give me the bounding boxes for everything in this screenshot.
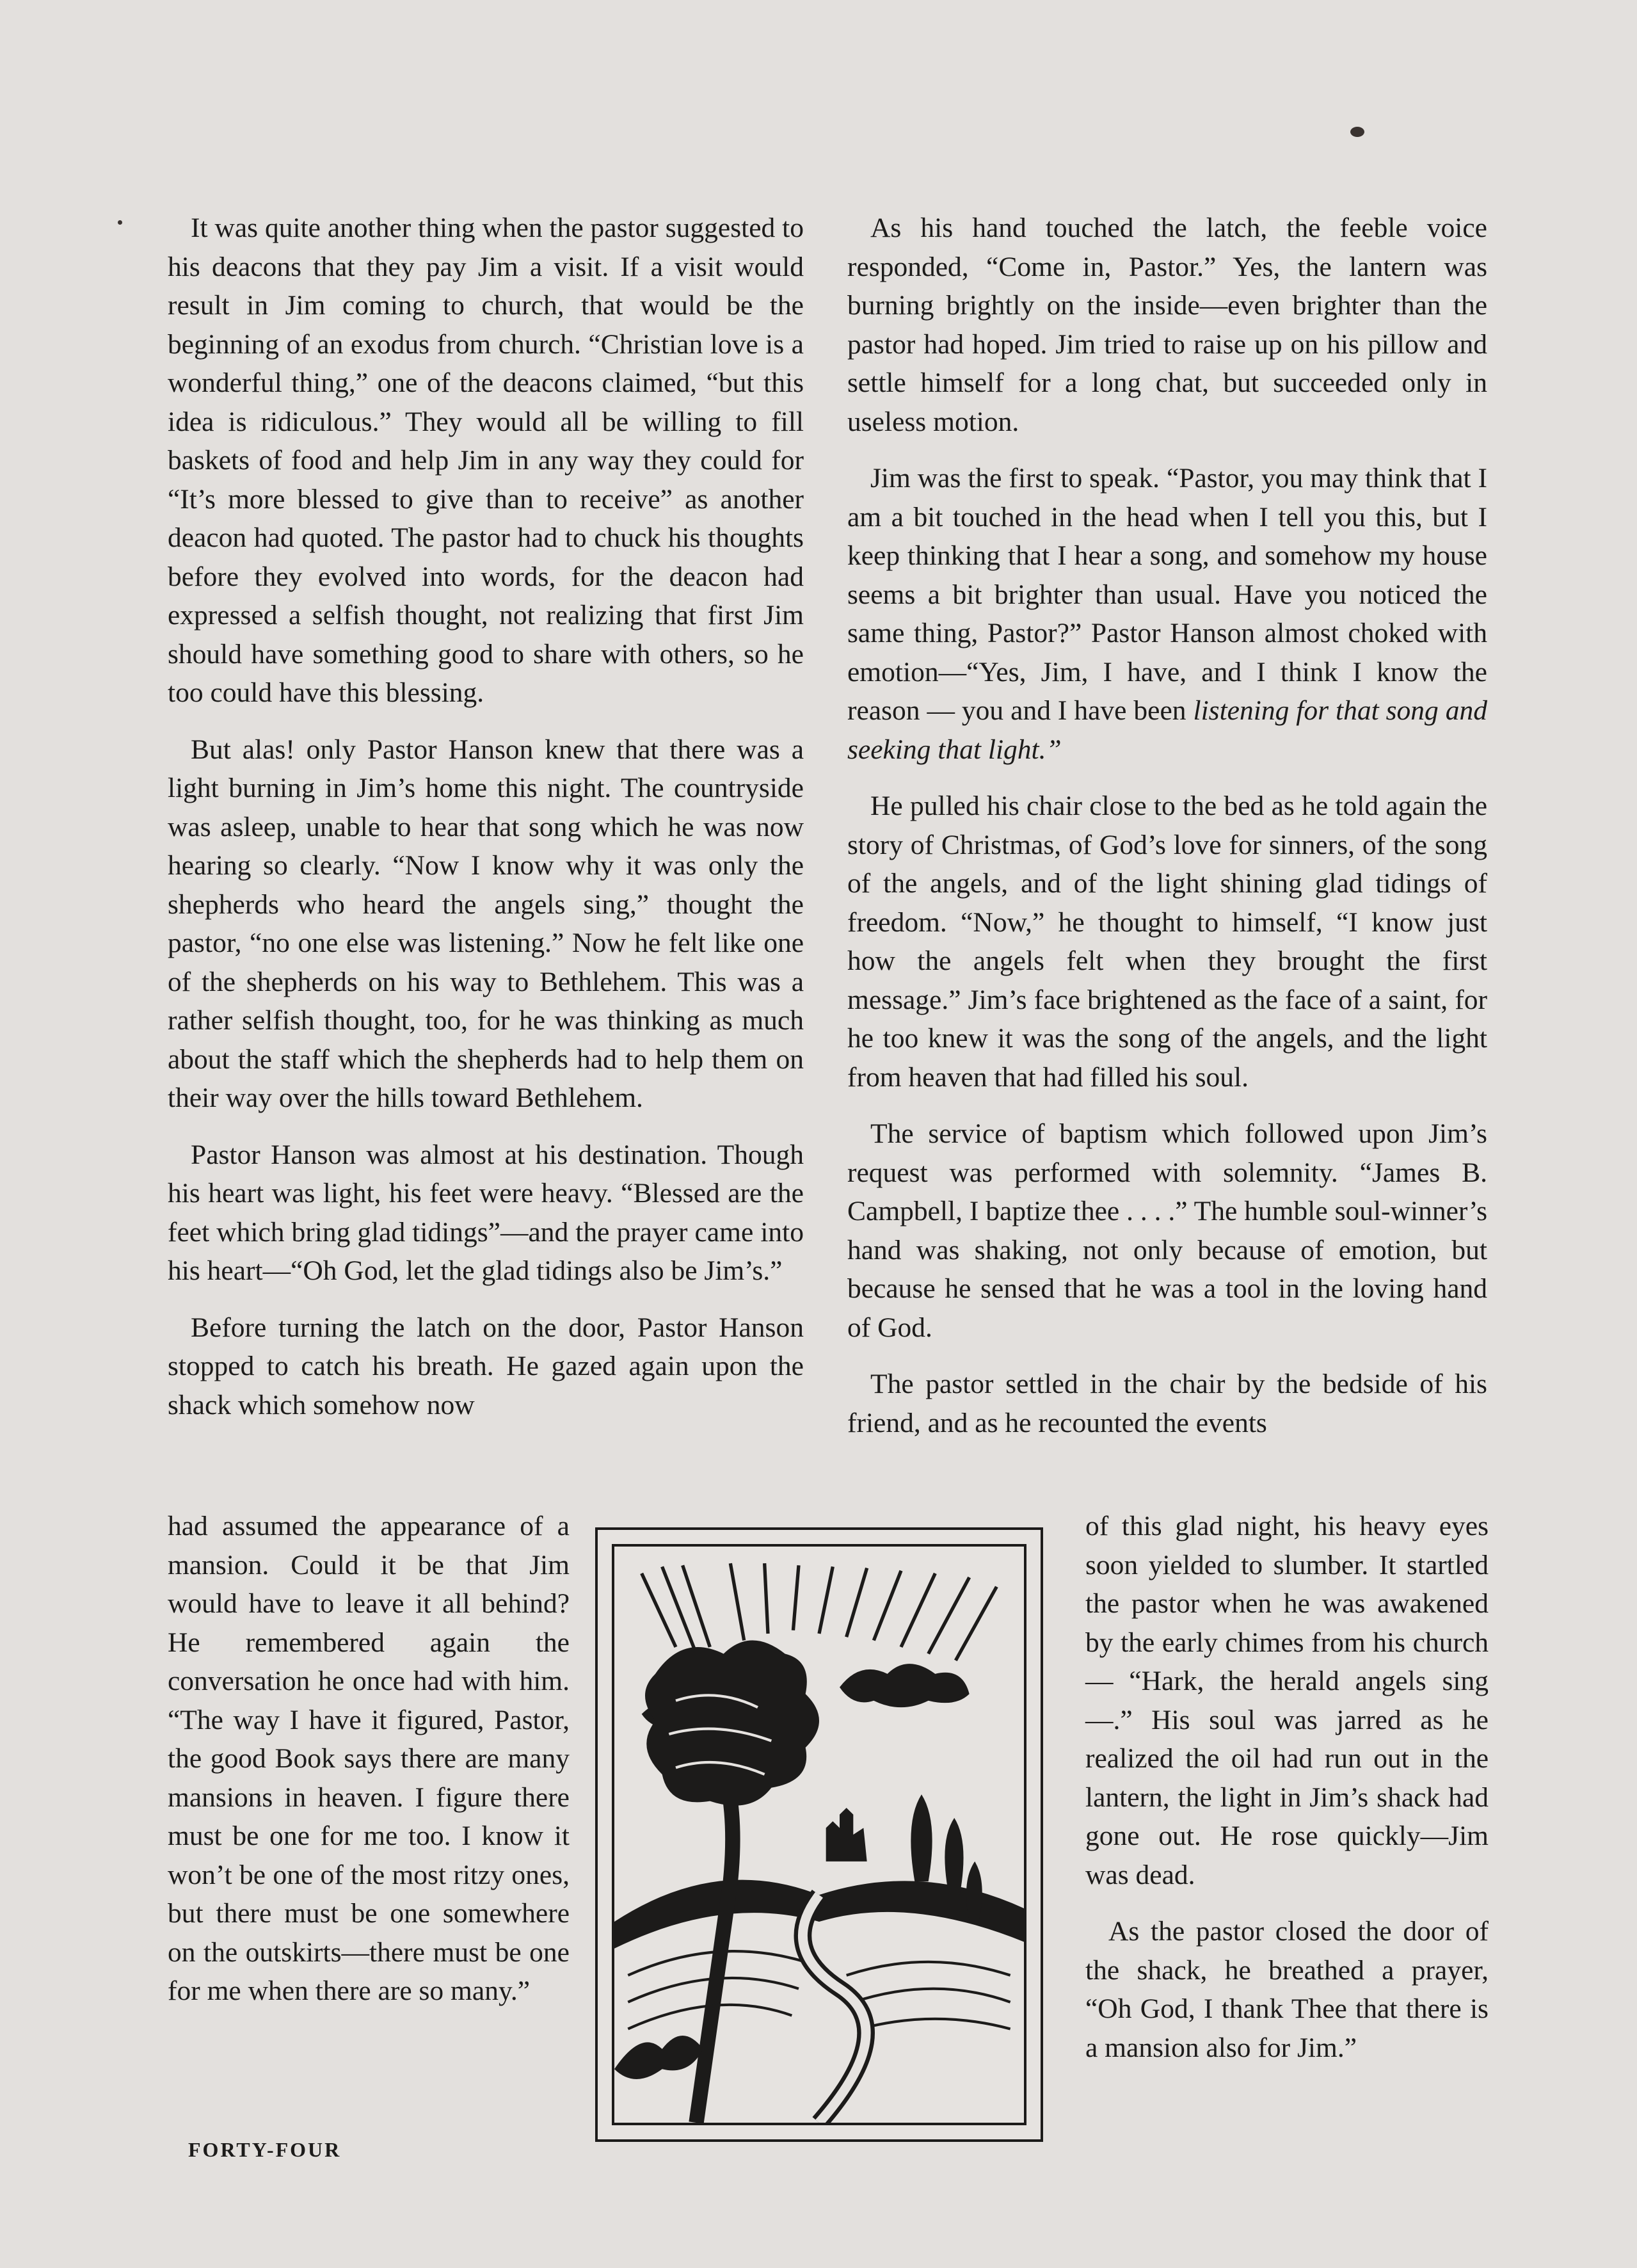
left-paragraph-4-lead: Before turning the latch on the door, Pastor Hanson stopped to catch his breath. He gazed again upon the shack which somehow now <box>168 1312 804 1420</box>
right-wrap-text <box>1085 1507 1489 2085</box>
stray-mark <box>118 220 122 225</box>
illustration-frame <box>612 1544 1026 2125</box>
stray-mark <box>1350 127 1364 137</box>
right-paragraph-5-wrap: of this glad night, his heavy eyes soon yielded to slumber. It startled the pastor when he was awakened by the early chimes from his church — “Hark, the herald angels sing—.” His soul was jarred as he realized the oil had run out in the lantern, the light in Jim’s shack had gone out. He rose quickly—Jim was dead. <box>1085 1511 1489 1890</box>
right-column <box>847 209 1487 1442</box>
left-paragraph-4-wrap: had assumed the appearance of a mansion. Could it be that Jim would have to leave it all behind? He remembered again the conversation he once had with him. “The way I have it figured, Pastor, the good Book says there are many mansions in heaven. I figure there must be one for me too. I know it won’t be one of the most ritzy ones, but there must be one somewhere on the outskirts—there must be one for me when there are so many.” <box>168 1511 570 2006</box>
right-paragraph-1: As his hand touched the latch, the feeble voice responded, “Come in, Pastor.” Yes, the lantern was burning brightly on the inside—even brighter than the pastor had hoped. Jim tried to raise up on his pillow and settle himself for a long chat, but succeeded only in useless motion. <box>847 213 1487 437</box>
left-paragraph-1: It was quite another thing when the pastor suggested to his deacons that they pay Jim a visit. If a visit would result in Jim coming to church, that would be the beginning of an exodus from church. “Christian love is a wonderful thing,” one of the deacons claimed, “but this idea is ridiculous.” They would all be willing to fill baskets of food and help Jim in any way they could for “It’s more blessed to give than to receive” as another deacon had quoted. The pastor had to chuck his thoughts before they evolved into words, for the deacon had expressed a selfish thought, not realizing that first Jim should have something good to share with others, so he too could have this blessing. <box>168 213 804 708</box>
left-paragraph-3: Pastor Hanson was almost at his destination. Though his heart was light, his feet were heavy. “Blessed are the feet which bring glad tidings”—and the prayer came into his heart—“Oh God, let the glad tidings also be Jim’s.” <box>168 1139 804 1286</box>
left-column <box>168 209 804 1424</box>
right-paragraph-4: The service of baptism which followed upon Jim’s request was performed with solemnity. “James B. Campbell, I baptize thee . . . .” The humble soul-winner’s hand was shaking, not only because of emotion, but because he sensed that he was a tool in the loving hand of God. <box>847 1118 1487 1343</box>
right-paragraph-2-text: Jim was the first to speak. “Pastor, you may think that I am a bit touched in the head when I tell you this, but I keep thinking that I hear a song, and somehow my house seems a bit brighter than usual. Have you noticed the same thing, Pastor?” Pastor Hanson almost choked with emotion—“Yes, Jim, I have, and I think I know the reason — you and I have been <box>847 463 1487 726</box>
right-paragraph-5-lead: The pastor settled in the chair by the bedside of his friend, and as he recounted the events <box>847 1369 1487 1438</box>
left-paragraph-2: But alas! only Pastor Hanson knew that there was a light burning in Jim’s home this night. The countryside was asleep, unable to hear that song which he was now hearing so clearly. “Now I know why it was only the shepherds who heard the angels sing,” thought the pastor, “no one else was listening.” Now he felt like one of the shepherds on his way to Bethlehem. This was a rather selfish thought, too, for he was thinking as much about the staff which the shepherds had to help them on their way over the hills toward Bethlehem. <box>168 734 804 1113</box>
woodcut-illustration <box>595 1527 1043 2142</box>
right-paragraph-2 <box>847 459 1487 769</box>
woodcut-landscape-icon <box>614 1547 1024 2123</box>
right-paragraph-2-italic: listening for that song and seeking that light.” <box>847 695 1487 765</box>
page-number-folio: FORTY-FOUR <box>188 2138 342 2161</box>
right-paragraph-6: As the pastor closed the door of the shack, he breathed a prayer, “Oh God, I thank Thee that there is a mansion also for Jim.” <box>1085 1916 1489 2063</box>
left-wrap-text <box>168 1507 570 2029</box>
right-paragraph-3: He pulled his chair close to the bed as he told again the story of Christmas, of God’s love for sinners, of the song of the angels, and of the light shining glad tidings of freedom. “Now,” he thought to himself, “I know just how the angels felt when they brought the first message.” Jim’s face brightened as the face of a saint, for he too knew it was the song of the angels, and the light from heaven that had filled his soul. <box>847 791 1487 1093</box>
